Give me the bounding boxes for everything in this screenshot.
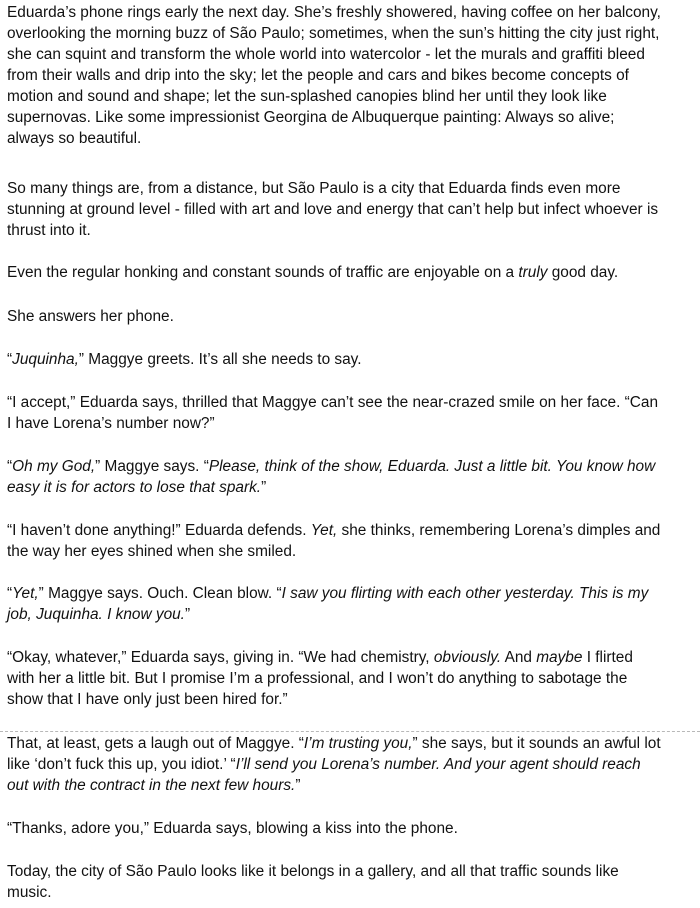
text-run: Eduarda’s phone rings early the next day. She’s freshly showered, having coffee on her balcony, (7, 4, 661, 21)
text-line (7, 583, 697, 604)
text-line (7, 86, 697, 107)
text-run: with her a little bit. But I promise I’m a professional, and I won’t do anything to sabotage the (7, 670, 628, 687)
text-run: ” Maggye says. Ouch. Clean blow. “ (38, 585, 282, 602)
text-line (7, 775, 697, 796)
text-run: ” (261, 479, 267, 496)
paragraph-9 (7, 583, 697, 625)
text-line (7, 178, 697, 199)
text-line (7, 689, 697, 710)
text-run: She answers her phone. (7, 308, 174, 325)
paragraph-6 (7, 392, 697, 434)
text-run: ” she says, but it sounds an awful lot (412, 735, 661, 752)
text-line (7, 2, 697, 23)
text-run: she can squint and transform the whole world into watercolor - let the murals and graffiti bleed (7, 46, 645, 63)
text-run: Even the regular honking and constant sounds of traffic are enjoyable on a (7, 264, 519, 281)
text-line (7, 647, 697, 668)
italic-text: job, Juquinha. I know you. (7, 606, 185, 623)
text-run: “Okay, whatever,” Eduarda says, giving in. “We had chemistry, (7, 649, 434, 666)
text-line (7, 349, 697, 370)
page-break-divider (0, 731, 700, 732)
paragraph-12 (7, 818, 697, 839)
italic-text: Yet, (310, 522, 338, 539)
text-line (7, 306, 697, 327)
italic-text: I’m trusting you, (303, 735, 413, 752)
text-run: That, at least, gets a laugh out of Maggye. “ (7, 735, 304, 752)
text-line (7, 65, 697, 86)
italic-text: Oh my God, (12, 458, 96, 475)
text-run: “ (7, 351, 13, 368)
text-run: good day. (547, 264, 619, 281)
text-run: she thinks, remembering Lorena’s dimples and (337, 522, 661, 539)
italic-text: obviously. (433, 649, 502, 666)
text-run: ” Maggye says. “ (95, 458, 209, 475)
text-line (7, 199, 697, 220)
text-line (7, 818, 697, 839)
text-line (7, 23, 697, 44)
text-run: always so beautiful. (7, 130, 142, 147)
text-run: “I accept,” Eduarda says, thrilled that Maggye can’t see the near-crazed smile on her face. “Can (7, 394, 659, 411)
paragraph-13 (7, 861, 697, 903)
italic-text: Juquinha, (12, 351, 79, 368)
italic-text: Please, think of the show, Eduarda. Just a little bit. You know how (208, 458, 656, 475)
text-run: show that I have only just been hired for.” (7, 691, 288, 708)
text-line (7, 392, 697, 413)
text-run: overlooking the morning buzz of São Paulo; sometimes, when the sun’s hitting the city just right, (7, 25, 660, 42)
italic-text: easy it is for actors to lose that spark. (7, 479, 262, 496)
text-run: thrust into it. (7, 222, 91, 239)
text-line (7, 128, 697, 149)
text-run: motion and sound and shape; let the sun-splashed canopies blind her until they look like (7, 88, 607, 105)
text-line (7, 477, 697, 498)
text-line (7, 220, 697, 241)
text-run: ” Maggye greets. It’s all she needs to say. (78, 351, 362, 368)
text-run: music. (7, 884, 52, 901)
text-line (7, 733, 697, 754)
italic-text: maybe (536, 649, 583, 666)
text-run: ” (295, 777, 301, 794)
text-run: And (501, 649, 537, 666)
paragraph-2 (7, 178, 697, 241)
text-run: like ‘don’t fuck this up, you idiot.’ “ (7, 756, 236, 773)
text-run: Today, the city of São Paulo looks like it belongs in a gallery, and all that traffic sounds like (7, 863, 619, 880)
paragraph-11 (7, 733, 697, 796)
paragraph-8 (7, 520, 697, 562)
italic-text: out with the contract in the next few hours. (7, 777, 296, 794)
paragraph-10 (7, 647, 697, 710)
text-line (7, 107, 697, 128)
text-run: stunning at ground level - filled with art and love and energy that can’t help but infect whoever is (7, 201, 659, 218)
text-line (7, 456, 697, 477)
paragraph-7 (7, 456, 697, 498)
text-run: “ (7, 458, 13, 475)
paragraph-4 (7, 306, 697, 327)
text-line (7, 262, 697, 283)
text-run: “Thanks, adore you,” Eduarda says, blowing a kiss into the phone. (7, 820, 458, 837)
text-run: I flirted (582, 649, 633, 666)
paragraph-5 (7, 349, 697, 370)
paragraph-1 (7, 2, 697, 149)
paragraph-3 (7, 262, 697, 283)
italic-text: Yet, (12, 585, 39, 602)
text-line (7, 668, 697, 689)
text-line (7, 754, 697, 775)
text-line (7, 861, 697, 882)
text-line (7, 541, 697, 562)
italic-text: truly (518, 264, 548, 281)
text-run: “ (7, 585, 13, 602)
text-run: So many things are, from a distance, but São Paulo is a city that Eduarda finds even more (7, 180, 621, 197)
text-line (7, 520, 697, 541)
text-run: I have Lorena’s number now?” (7, 415, 215, 432)
text-line (7, 882, 697, 903)
text-run: supernovas. Like some impressionist Georgina de Albuquerque painting: Always so alive; (7, 109, 615, 126)
text-line (7, 413, 697, 434)
text-run: “I haven’t done anything!” Eduarda defends. (7, 522, 311, 539)
text-run: the way her eyes shined when she smiled. (7, 543, 297, 560)
text-run: from their walls and drip into the sky; let the people and cars and bikes become concepts of (7, 67, 629, 84)
italic-text: I saw you flirting with each other yesterday. This is my (281, 585, 649, 602)
text-line (7, 604, 697, 625)
italic-text: I’ll send you Lorena’s number. And your agent should reach (235, 756, 641, 773)
text-run: ” (184, 606, 191, 623)
text-line (7, 44, 697, 65)
